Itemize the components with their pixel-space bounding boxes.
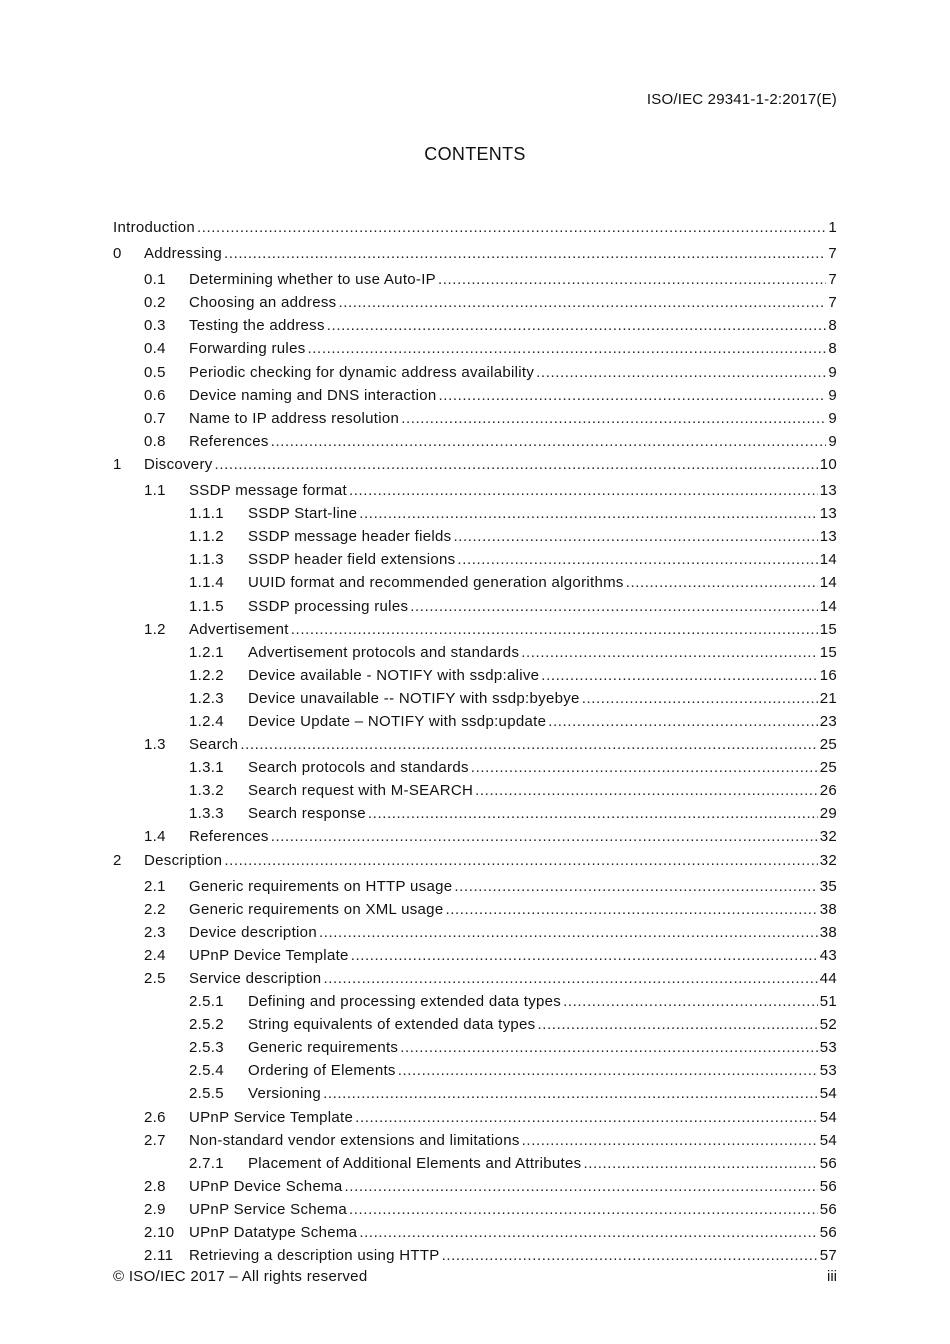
dot-leader [563, 990, 818, 1013]
toc-entry-page: 44 [819, 970, 837, 987]
toc-entry-title: UPnP Datatype Schema [189, 1224, 358, 1242]
dot-leader [541, 664, 817, 687]
dot-leader [453, 525, 817, 548]
dot-leader [400, 1036, 817, 1059]
toc-entry-number: 1.3.1 [189, 759, 224, 777]
toc-entry-title: UUID format and recommended generation algorithms [248, 574, 624, 592]
dot-leader [445, 898, 817, 921]
toc-entry[interactable] [113, 548, 837, 571]
toc-entry-title: Introduction [113, 219, 195, 236]
dot-leader [439, 384, 827, 407]
toc-entry-number: 1.1 [144, 482, 166, 500]
toc-entry[interactable] [113, 944, 837, 967]
toc-entry-page: 52 [819, 1016, 837, 1034]
dot-leader [351, 944, 818, 967]
toc-entry[interactable] [113, 291, 837, 314]
toc-entry[interactable] [113, 216, 837, 239]
toc-entry-number: 1.1.5 [189, 597, 224, 615]
toc-entry[interactable] [113, 664, 837, 687]
dot-leader [548, 710, 817, 733]
toc-entry[interactable] [113, 1175, 837, 1198]
dot-leader [197, 216, 826, 239]
toc-entry-title: Generic requirements on HTTP usage [189, 877, 453, 895]
toc-entry-page: 43 [819, 946, 837, 964]
toc-entry-page: 7 [828, 294, 837, 312]
dot-leader [522, 1129, 818, 1152]
toc-entry-title: Non-standard vendor extensions and limitations [189, 1131, 520, 1149]
dot-leader [345, 1175, 818, 1198]
toc-entry-number: 1.1.2 [189, 528, 224, 546]
toc-entry-title: Search request with M-SEARCH [248, 782, 474, 800]
toc-entry-title: Device Update – NOTIFY with ssdp:update [248, 712, 547, 730]
toc-entry-page: 9 [828, 363, 837, 381]
dot-leader [224, 849, 817, 872]
toc-entry[interactable] [113, 779, 837, 802]
toc-entry-number: 2 [113, 851, 122, 869]
toc-entry-page: 9 [828, 409, 837, 427]
toc-entry-page: 56 [819, 1224, 837, 1242]
toc-entry-number: 2.4 [144, 946, 166, 964]
toc-entry-page: 56 [819, 1200, 837, 1218]
toc-entry-page: 23 [819, 712, 837, 730]
toc-entry-page: 7 [828, 271, 837, 289]
toc-entry-title: References [189, 432, 269, 450]
toc-entry-number: 1.1.1 [189, 505, 224, 523]
toc-entry[interactable] [113, 502, 837, 525]
toc-entry-page: 25 [819, 759, 837, 777]
dot-leader [582, 687, 818, 710]
toc-entry[interactable] [113, 268, 837, 291]
toc-entry[interactable] [113, 990, 837, 1013]
toc-entry-title: Periodic checking for dynamic address availability [189, 363, 535, 381]
toc-entry-title: Name to IP address resolution [189, 409, 400, 427]
dot-leader [583, 1152, 817, 1175]
toc-entry-number: 1 [113, 455, 122, 473]
toc-entry-page: 53 [819, 1062, 837, 1080]
dot-leader [457, 548, 817, 571]
toc-entry-number: 2.5.5 [189, 1085, 224, 1103]
toc-entry[interactable] [113, 967, 837, 990]
toc-entry-page: 29 [819, 805, 837, 823]
toc-entry-page: 9 [828, 386, 837, 404]
toc-entry-number: 2.5 [144, 970, 166, 987]
toc-entry-title: SSDP header field extensions [248, 551, 456, 569]
toc-entry-title: Generic requirements [248, 1039, 399, 1057]
toc-entry-title: Description [144, 851, 223, 869]
toc-entry-title: Search response [248, 805, 366, 823]
toc-entry-title: SSDP message format [189, 482, 347, 500]
toc-entry[interactable] [113, 1221, 837, 1244]
toc-entry-number: 2.5.1 [189, 993, 224, 1011]
toc-entry-page: 38 [819, 900, 837, 918]
toc-entry-title: Ordering of Elements [248, 1062, 396, 1080]
toc-entry-title: Search protocols and standards [248, 759, 469, 777]
toc-entry[interactable] [113, 1059, 837, 1082]
toc-entry-page: 14 [819, 574, 837, 592]
toc-entry-page: 15 [819, 643, 837, 661]
toc-entry[interactable] [113, 898, 837, 921]
toc-entry-page: 35 [819, 877, 837, 895]
dot-leader [271, 825, 818, 848]
toc-entry-page: 9 [828, 432, 837, 450]
page-number: iii [827, 1268, 837, 1285]
toc-entry-page: 13 [819, 505, 837, 523]
toc-entry-number: 2.1 [144, 877, 166, 895]
toc-entry[interactable] [113, 875, 837, 898]
toc-entry-title: Search [189, 736, 239, 754]
dot-leader [271, 430, 827, 453]
toc-entry[interactable] [113, 756, 837, 779]
toc-entry[interactable] [113, 1152, 837, 1175]
toc-entry-title: Discovery [144, 455, 213, 473]
toc-entry-title: SSDP Start-line [248, 505, 358, 523]
dot-leader [438, 268, 826, 291]
toc-entry-title: Device description [189, 923, 317, 941]
toc-entry-number: 1.3 [144, 736, 166, 754]
dot-leader [398, 1059, 818, 1082]
dot-leader [442, 1244, 818, 1267]
toc-entry-number: 0.5 [144, 363, 166, 381]
toc-entry[interactable] [113, 1013, 837, 1036]
dot-leader [410, 595, 817, 618]
toc-entry-page: 54 [819, 1108, 837, 1126]
toc-entry[interactable] [113, 1198, 837, 1221]
toc-entry-number: 1.2.2 [189, 666, 224, 684]
dot-leader [475, 779, 818, 802]
toc-entry-number: 2.7.1 [189, 1154, 224, 1172]
toc-entry[interactable] [113, 479, 837, 502]
toc-entry[interactable] [113, 710, 837, 733]
toc-entry-page: 7 [828, 245, 837, 263]
dot-leader [349, 1198, 818, 1221]
toc-entry[interactable] [113, 595, 837, 618]
dot-leader [323, 967, 817, 990]
toc-entry-number: 2.5.4 [189, 1062, 224, 1080]
dot-leader [536, 361, 826, 384]
toc-entry[interactable] [113, 453, 837, 476]
dot-leader [368, 802, 818, 825]
toc-entry-number: 2.2 [144, 900, 166, 918]
toc-entry-number: 2.6 [144, 1108, 166, 1126]
toc-entry-number: 2.11 [144, 1247, 174, 1265]
toc-entry-title: UPnP Service Schema [189, 1200, 347, 1218]
toc-entry-number: 1.2.3 [189, 689, 224, 707]
dot-leader [471, 756, 818, 779]
toc-entry-number: 1.2.1 [189, 643, 224, 661]
toc-entry-title: Placement of Additional Elements and Attributes [248, 1154, 582, 1172]
toc-entry-page: 13 [819, 528, 837, 546]
toc-entry[interactable] [113, 1082, 837, 1105]
toc-entry-title: Choosing an address [189, 294, 337, 312]
dot-leader [224, 242, 826, 265]
toc-entry-title: UPnP Device Template [189, 946, 349, 964]
toc-entry-page: 8 [828, 340, 837, 358]
toc-entry-page: 56 [819, 1177, 837, 1195]
toc-entry-title: Addressing [144, 245, 223, 263]
toc-entry[interactable] [113, 337, 837, 360]
toc-entry-number: 0 [113, 245, 122, 263]
toc-entry-page: 8 [828, 317, 837, 335]
dot-leader [355, 1106, 818, 1129]
toc-entry[interactable] [113, 242, 837, 265]
toc-entry-page: 51 [819, 993, 837, 1011]
dot-leader [308, 337, 827, 360]
toc-entry-page: 54 [819, 1131, 837, 1149]
toc-entry-number: 1.3.3 [189, 805, 224, 823]
toc-entry[interactable] [113, 1106, 837, 1129]
toc-entry-number: 1.1.4 [189, 574, 224, 592]
toc-entry[interactable] [113, 1244, 837, 1267]
toc-entry-title: Device unavailable -- NOTIFY with ssdp:byebye [248, 689, 580, 707]
toc-entry-number: 2.7 [144, 1131, 166, 1149]
toc-entry-title: SSDP message header fields [248, 528, 452, 546]
toc-entry-title: SSDP processing rules [248, 597, 409, 615]
copyright-notice: © ISO/IEC 2017 – All rights reserved [113, 1268, 368, 1285]
toc-entry-number: 0.3 [144, 317, 166, 335]
toc-entry-page: 57 [819, 1247, 837, 1265]
toc-entry-title: String equivalents of extended data types [248, 1016, 536, 1034]
toc-entry-page: 14 [819, 551, 837, 569]
toc-entry-title: Service description [189, 970, 322, 987]
toc-entry[interactable] [113, 1129, 837, 1152]
toc-entry-page: 38 [819, 923, 837, 941]
toc-entry[interactable] [113, 641, 837, 664]
dot-leader [240, 733, 817, 756]
toc-entry-number: 2.8 [144, 1177, 166, 1195]
dot-leader [521, 641, 817, 664]
toc-entry[interactable] [113, 825, 837, 848]
dot-leader [349, 479, 818, 502]
toc-entry-page: 14 [819, 597, 837, 615]
toc-entry[interactable] [113, 1036, 837, 1059]
toc-entry[interactable] [113, 687, 837, 710]
toc-entry[interactable] [113, 802, 837, 825]
toc-entry[interactable] [113, 525, 837, 548]
toc-entry-page: 53 [819, 1039, 837, 1057]
toc-entry-number: 2.3 [144, 923, 166, 941]
dot-leader [401, 407, 826, 430]
toc-entry-page: 26 [819, 782, 837, 800]
toc-entry-number: 1.4 [144, 828, 166, 846]
toc-entry-number: 2.10 [144, 1224, 175, 1242]
toc-entry-title: Device available - NOTIFY with ssdp:alive [248, 666, 540, 684]
toc-entry[interactable] [113, 571, 837, 594]
page-title: CONTENTS [424, 144, 526, 164]
toc-entry-number: 1.2.4 [189, 712, 224, 730]
toc-entry-title: Testing the address [189, 317, 325, 335]
dot-leader [359, 1221, 817, 1244]
toc-entry-title: UPnP Device Schema [189, 1177, 343, 1195]
toc-entry-number: 1.1.3 [189, 551, 224, 569]
toc-entry-page: 25 [819, 736, 837, 754]
toc-entry-title: Generic requirements on XML usage [189, 900, 444, 918]
toc-entry-title: UPnP Service Template [189, 1108, 354, 1126]
toc-entry[interactable] [113, 733, 837, 756]
toc-entry[interactable] [113, 314, 837, 337]
toc-entry-page: 54 [819, 1085, 837, 1103]
dot-leader [319, 921, 818, 944]
toc-entry-number: 0.8 [144, 432, 166, 450]
toc-entry[interactable] [113, 618, 837, 641]
toc-entry-title: Advertisement [189, 620, 289, 638]
dot-leader [538, 1013, 818, 1036]
toc-entry-title: Advertisement protocols and standards [248, 643, 520, 661]
toc-entry[interactable] [113, 849, 837, 872]
dot-leader [327, 314, 827, 337]
toc-entry-number: 0.6 [144, 386, 166, 404]
toc-entry-page: 32 [819, 851, 837, 869]
toc-entry-number: 1.3.2 [189, 782, 224, 800]
toc-entry-page: 13 [819, 482, 837, 500]
toc-entry[interactable] [113, 361, 837, 384]
toc-entry-number: 2.9 [144, 1200, 166, 1218]
toc-entry-title: Forwarding rules [189, 340, 306, 358]
toc-entry-number: 2.5.3 [189, 1039, 224, 1057]
toc-entry-number: 2.5.2 [189, 1016, 224, 1034]
toc-entry-number: 1.2 [144, 620, 166, 638]
toc-entry-page: 21 [819, 689, 837, 707]
dot-leader [359, 502, 817, 525]
toc-entry-page: 10 [819, 455, 837, 473]
toc-entry[interactable] [113, 407, 837, 430]
toc-entry-number: 0.4 [144, 340, 166, 358]
toc-entry-title: Device naming and DNS interaction [189, 386, 437, 404]
toc-entry-title: Retrieving a description using HTTP [189, 1247, 440, 1265]
toc-entry-title: Determining whether to use Auto-IP [189, 271, 436, 289]
toc-entry-page: 56 [819, 1154, 837, 1172]
toc-entry-number: 0.2 [144, 294, 166, 312]
dot-leader [323, 1082, 818, 1105]
toc-entry[interactable] [113, 430, 837, 453]
dot-leader [454, 875, 817, 898]
dot-leader [291, 618, 818, 641]
toc-entry[interactable] [113, 921, 837, 944]
table-of-contents [113, 216, 837, 1267]
toc-entry-title: References [189, 828, 269, 846]
toc-entry-page: 15 [819, 620, 837, 638]
document-id: ISO/IEC 29341-1-2:2017(E) [646, 91, 837, 108]
toc-entry-number: 0.1 [144, 271, 166, 289]
dot-leader [626, 571, 818, 594]
toc-entry-title: Versioning [248, 1085, 322, 1103]
toc-entry-page: 32 [819, 828, 837, 846]
toc-entry-page: 16 [819, 666, 837, 684]
dot-leader [338, 291, 826, 314]
dot-leader [215, 453, 818, 476]
toc-entry-page: 1 [828, 219, 837, 236]
toc-entry[interactable] [113, 384, 837, 407]
toc-entry-number: 0.7 [144, 409, 166, 427]
toc-entry-title: Defining and processing extended data types [248, 993, 562, 1011]
